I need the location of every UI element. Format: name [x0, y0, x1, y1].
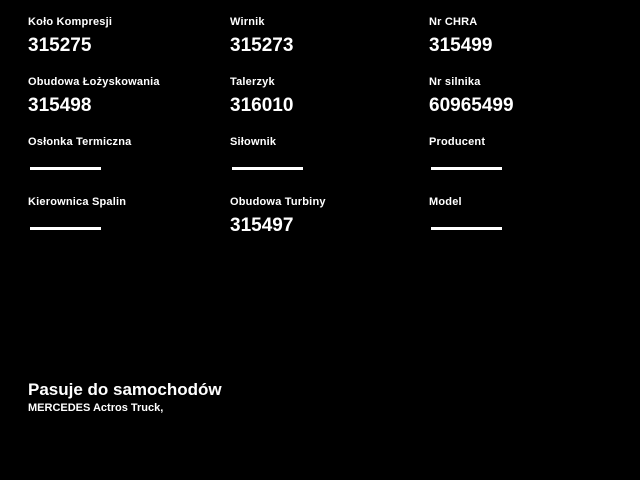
spec-label: Producent: [429, 136, 486, 148]
empty-value-dash: [431, 167, 502, 170]
spec-field-silownik: [230, 136, 420, 170]
spec-label: Siłownik: [230, 136, 277, 148]
spec-field-producent: [429, 136, 619, 170]
spec-label: Wirnik: [230, 16, 265, 28]
compatibility-vehicles: MERCEDES Actros Truck,: [28, 402, 164, 414]
spec-value: 315497: [230, 215, 294, 236]
empty-value-dash: [30, 227, 101, 230]
spec-value: 315273: [230, 35, 294, 56]
spec-field-kierownica-spalin: [28, 196, 218, 230]
spec-label: Osłonka Termiczna: [28, 136, 132, 148]
spec-field-model: [429, 196, 619, 230]
spec-label: Koło Kompresji: [28, 16, 113, 28]
empty-value-dash: [30, 167, 101, 170]
spec-label: Obudowa Turbiny: [230, 196, 326, 208]
spec-value: 60965499: [429, 95, 514, 116]
spec-value: 315275: [28, 35, 92, 56]
spec-label: Nr silnika: [429, 76, 481, 88]
empty-value-dash: [232, 167, 303, 170]
compatibility-heading: Pasuje do samochodów: [28, 380, 222, 399]
spec-field-wirnik: [230, 16, 420, 55]
spec-field-nr-silnika: [429, 76, 619, 115]
spec-field-kolo-kompresji: [28, 16, 218, 55]
spec-value: 315499: [429, 35, 493, 56]
spec-label: Model: [429, 196, 462, 208]
spec-value: 315498: [28, 95, 92, 116]
spec-field-talerzyk: [230, 76, 420, 115]
spec-label: Nr CHRA: [429, 16, 478, 28]
spec-value: 316010: [230, 95, 294, 116]
empty-value-dash: [431, 227, 502, 230]
spec-field-oslonka-termiczna: [28, 136, 218, 170]
spec-label: Obudowa Łożyskowania: [28, 76, 160, 88]
spec-field-obudowa-lozyskowania: [28, 76, 218, 115]
compatibility-section: [28, 380, 588, 415]
spec-label: Kierownica Spalin: [28, 196, 127, 208]
spec-field-obudowa-turbiny: [230, 196, 420, 235]
spec-label: Talerzyk: [230, 76, 275, 88]
spec-field-nr-chra: [429, 16, 619, 55]
